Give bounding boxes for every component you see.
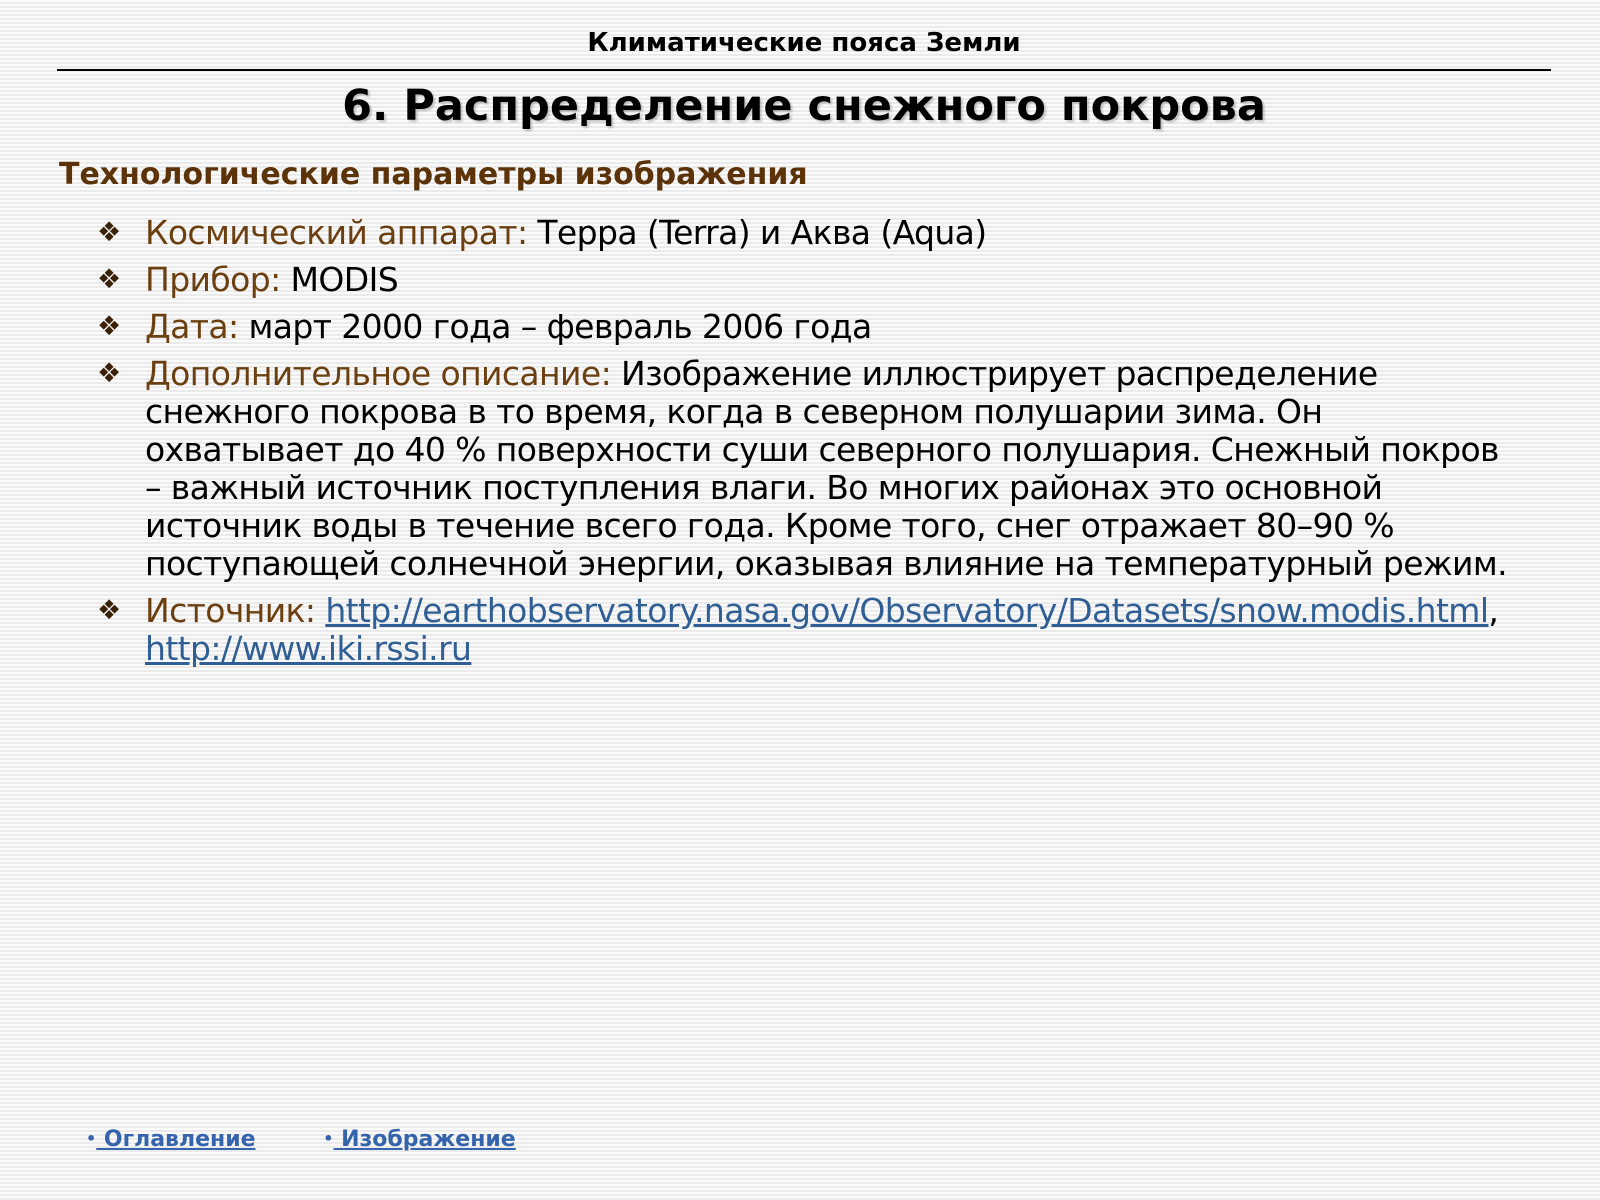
source-link-iki[interactable]: http://www.iki.rssi.ru [145,629,472,668]
parameter-list [0,214,1600,677]
param-value: MODIS [290,260,399,299]
param-label: Дата: [145,307,239,346]
param-value: март 2000 года – февраль 2006 года [248,307,872,346]
section-heading: Технологические параметры изображения [59,157,808,192]
footer-nav [86,1126,576,1153]
param-label: Источник: [145,591,316,630]
param-value: Изображение иллюстрирует распределение снежного покрова в то время, когда в северном полушарии зима. Он охватывает до 40 % поверхности суши северного полушария. Снежный покров – важный источник поступления влаги. Во многих районах это основной источник воды в течение всего года. Кроме того, снег отражает 80–90 % поступающей солнечной энергии, оказывая влияние на температурный режим. [145,354,1508,583]
diamond-bullet-icon: ❖ [97,595,121,626]
param-source [0,592,1600,668]
nav-item-contents [86,1126,256,1153]
image-link[interactable]: Изображение [333,1127,516,1152]
source-separator: , [1488,591,1499,630]
source-link-nasa[interactable]: http://earthobservatory.nasa.gov/Observatory/Datasets/snow.modis.html [325,591,1489,630]
header-title: Климатические пояса Земли [587,28,1021,58]
param-date [0,308,1600,346]
page-header [57,0,1551,71]
contents-link[interactable]: Оглавление [96,1127,256,1152]
param-label: Космический аппарат: [145,213,528,252]
diamond-bullet-icon: ❖ [97,264,121,295]
diamond-bullet-icon: ❖ [97,217,121,248]
diamond-bullet-icon: ❖ [97,358,121,389]
diamond-bullet-icon: ❖ [97,311,121,342]
nav-bullet-icon: • [323,1129,334,1148]
param-label: Прибор: [145,260,281,299]
param-spacecraft [0,214,1600,252]
nav-item-image [323,1126,516,1153]
param-instrument [0,261,1600,299]
nav-bullet-icon: • [86,1129,97,1148]
slide-title: 6. Распределение снежного покрова [342,81,1266,131]
param-description [0,355,1600,583]
param-value: Терра (Terra) и Аква (Aqua) [537,213,987,252]
param-label: Дополнительное описание: [145,354,612,393]
